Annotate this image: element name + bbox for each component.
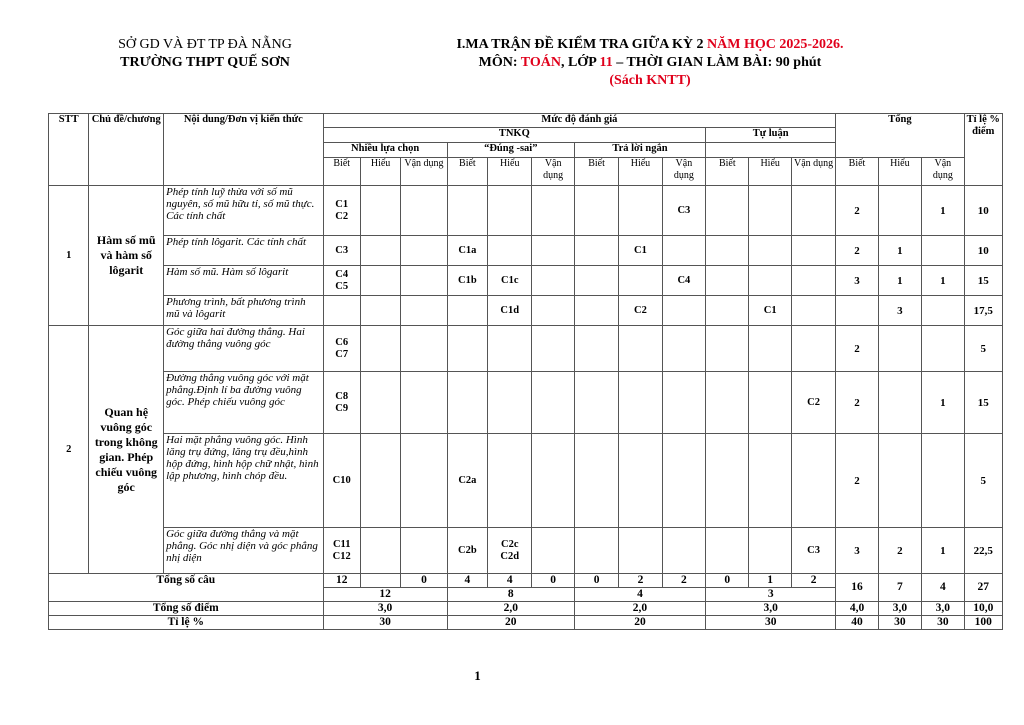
exam-title-block — [380, 36, 920, 90]
matrix-cell — [922, 326, 964, 372]
col-level-biet: Biết — [574, 158, 618, 186]
matrix-cell — [922, 236, 964, 266]
matrix-cell — [749, 434, 791, 528]
table-header — [49, 114, 1003, 186]
matrix-cell — [749, 372, 791, 434]
matrix-cell — [706, 186, 749, 236]
col-level-vd: Vận dụng — [791, 158, 835, 186]
summary-questions-group-cell: 8 — [447, 588, 574, 602]
summary-ratio-cell: 30 — [922, 616, 964, 630]
matrix-cell: 1 — [922, 372, 964, 434]
ratio-cell: 10 — [964, 236, 1002, 266]
summary-row-questions — [49, 574, 1003, 588]
matrix-cell — [836, 296, 878, 326]
matrix-cell — [662, 528, 705, 574]
matrix-cell — [488, 236, 532, 266]
matrix-cell — [488, 372, 532, 434]
summary-ratio-cell: 20 — [574, 616, 705, 630]
summary-questions-cell: 2 — [619, 574, 662, 588]
col-essay-blank — [706, 143, 836, 158]
summary-ratio-cell: 30 — [706, 616, 836, 630]
matrix-cell: 2 — [836, 186, 878, 236]
summary-questions-group-cell: 3 — [706, 588, 836, 602]
matrix-cell — [878, 372, 921, 434]
grade-number: 11 — [599, 55, 613, 70]
matrix-cell: 3 — [836, 528, 878, 574]
subject-label: MÔN: — [478, 55, 521, 70]
matrix-cell — [447, 372, 487, 434]
matrix-cell — [360, 236, 400, 266]
matrix-cell: 1 — [922, 186, 964, 236]
col-level-hieu: Hiểu — [878, 158, 921, 186]
summary-points-cell: 2,0 — [574, 602, 705, 616]
col-true-false: “Đúng -sai” — [447, 143, 574, 158]
col-level-biet: Biết — [447, 158, 487, 186]
summary-questions-cell: 4 — [922, 574, 964, 602]
col-level-hieu: Hiểu — [488, 158, 532, 186]
matrix-cell: C1 — [619, 236, 662, 266]
matrix-cell: C1d — [488, 296, 532, 326]
col-level-hieu: Hiểu — [749, 158, 791, 186]
matrix-cell — [749, 236, 791, 266]
row-content: Góc giữa đường thẳng và mặt phẳng. Góc nhị diện và góc phẳng nhị diện — [164, 528, 323, 574]
matrix-cell — [619, 372, 662, 434]
summary-questions-cell: 4 — [488, 574, 532, 588]
col-content: Nội dung/Đơn vị kiến thức — [164, 114, 323, 186]
summary-questions-cell: 0 — [532, 574, 574, 588]
summary-ratio-cell: 20 — [447, 616, 574, 630]
matrix-cell — [532, 266, 574, 296]
matrix-cell — [488, 434, 532, 528]
department-name: SỞ GD VÀ ĐT TP ĐÀ NẴNG — [118, 37, 292, 52]
matrix-cell — [532, 296, 574, 326]
summary-row-ratio — [49, 616, 1003, 630]
exam-title-text: I.MA TRẬN ĐỀ KIỂM TRA GIỮA KỲ 2 — [456, 37, 708, 52]
matrix-cell — [401, 372, 447, 434]
ratio-cell: 5 — [964, 434, 1002, 528]
matrix-cell — [922, 296, 964, 326]
matrix-cell — [791, 326, 835, 372]
matrix-cell — [574, 266, 618, 296]
ratio-cell: 15 — [964, 372, 1002, 434]
matrix-cell: 2 — [836, 236, 878, 266]
col-total: Tổng — [836, 114, 964, 158]
matrix-cell — [532, 528, 574, 574]
school-year: NĂM HỌC 2025-2026. — [707, 37, 844, 52]
summary-points-cell: 10,0 — [964, 602, 1002, 616]
matrix-cell: C1c — [488, 266, 532, 296]
school-name: TRƯỜNG THPT QUẾ SƠN — [120, 55, 290, 70]
matrix-cell — [574, 326, 618, 372]
col-level-biet: Biết — [706, 158, 749, 186]
summary-questions-cell: 2 — [662, 574, 705, 588]
matrix-cell — [360, 326, 400, 372]
matrix-cell — [749, 326, 791, 372]
ratio-cell: 17,5 — [964, 296, 1002, 326]
matrix-cell — [749, 528, 791, 574]
summary-questions-cell: 2 — [791, 574, 835, 588]
textbook-label: (Sách KNTT) — [609, 73, 691, 88]
matrix-cell — [401, 236, 447, 266]
row-stt: 1 — [49, 186, 89, 326]
ratio-cell: 15 — [964, 266, 1002, 296]
matrix-cell — [574, 528, 618, 574]
matrix-cell: C2c C2d — [488, 528, 532, 574]
matrix-cell: C6 C7 — [323, 326, 360, 372]
matrix-cell — [791, 296, 835, 326]
matrix-cell — [488, 326, 532, 372]
col-stt: STT — [49, 114, 89, 186]
col-level-vd: Vận dụng — [922, 158, 964, 186]
matrix-cell: C4 C5 — [323, 266, 360, 296]
matrix-cell — [401, 296, 447, 326]
matrix-cell: 2 — [878, 528, 921, 574]
matrix-cell — [447, 296, 487, 326]
matrix-cell — [532, 372, 574, 434]
matrix-cell — [401, 326, 447, 372]
row-content: Phương trình, bất phương trình mũ và lôgarit — [164, 296, 323, 326]
matrix-cell — [401, 186, 447, 236]
summary-points-cell: 3,0 — [323, 602, 447, 616]
summary-questions-cell: 7 — [878, 574, 921, 602]
matrix-cell — [401, 434, 447, 528]
matrix-cell: 1 — [922, 266, 964, 296]
ratio-cell: 22,5 — [964, 528, 1002, 574]
matrix-cell: 1 — [878, 266, 921, 296]
summary-ratio-cell: 30 — [323, 616, 447, 630]
summary-questions-cell: 0 — [401, 574, 447, 588]
exam-subject — [380, 54, 920, 72]
col-level-vd: Vận dụng — [662, 158, 705, 186]
matrix-cell — [878, 186, 921, 236]
matrix-cell: C3 — [323, 236, 360, 266]
matrix-cell — [447, 186, 487, 236]
ratio-cell: 5 — [964, 326, 1002, 372]
col-ratio: Tỉ lệ % điểm — [964, 114, 1002, 186]
summary-questions-cell: 16 — [836, 574, 878, 602]
matrix-cell: C3 — [791, 528, 835, 574]
matrix-cell — [532, 326, 574, 372]
summary-points-cell: 3,0 — [706, 602, 836, 616]
matrix-cell — [706, 434, 749, 528]
grade-label: , LỚP — [560, 55, 600, 70]
subject-name: TOÁN — [520, 55, 561, 70]
matrix-cell: C3 — [662, 186, 705, 236]
page-number: 1 — [474, 668, 481, 683]
row-content: Góc giữa hai đường thẳng. Hai đường thẳng vuông góc — [164, 326, 323, 372]
matrix-cell: C1b — [447, 266, 487, 296]
exam-title — [380, 36, 920, 54]
summary-questions-cell: 0 — [706, 574, 749, 588]
summary-questions-group-cell: 4 — [574, 588, 705, 602]
summary-row-points — [49, 602, 1003, 616]
col-level-biet: Biết — [836, 158, 878, 186]
col-tuluan: Tự luận — [706, 128, 836, 143]
exam-duration: – THỜI GIAN LÀM BÀI: 90 phút — [612, 55, 822, 70]
matrix-cell — [360, 186, 400, 236]
col-level: Mức độ đánh giá — [323, 114, 836, 128]
summary-points-label: Tổng số điểm — [49, 602, 324, 616]
table-row — [49, 186, 1003, 236]
matrix-cell: 2 — [836, 326, 878, 372]
col-multiple-choice: Nhiều lựa chọn — [323, 143, 447, 158]
summary-questions-cell — [360, 574, 400, 588]
matrix-cell — [706, 372, 749, 434]
matrix-cell — [574, 236, 618, 266]
matrix-cell — [401, 266, 447, 296]
matrix-cell: 3 — [836, 266, 878, 296]
matrix-cell — [323, 296, 360, 326]
matrix-cell — [749, 266, 791, 296]
summary-questions-cell: 12 — [323, 574, 360, 588]
matrix-cell — [662, 296, 705, 326]
matrix-cell — [488, 186, 532, 236]
matrix-cell — [619, 434, 662, 528]
matrix-cell — [619, 266, 662, 296]
matrix-cell: 1 — [878, 236, 921, 266]
matrix-cell — [706, 236, 749, 266]
table-body — [49, 186, 1003, 630]
matrix-cell — [706, 266, 749, 296]
matrix-cell — [791, 186, 835, 236]
matrix-cell — [662, 236, 705, 266]
summary-questions-cell: 4 — [447, 574, 487, 588]
matrix-cell: C2b — [447, 528, 487, 574]
matrix-cell — [791, 236, 835, 266]
matrix-cell — [574, 296, 618, 326]
row-topic: Quan hệ vuông góc trong không gian. Phép chiếu vuông góc — [89, 326, 164, 574]
matrix-cell — [662, 372, 705, 434]
summary-points-cell: 2,0 — [447, 602, 574, 616]
matrix-cell: C2 — [619, 296, 662, 326]
matrix-cell — [532, 186, 574, 236]
summary-questions-group-cell: 12 — [323, 588, 447, 602]
matrix-cell — [360, 266, 400, 296]
matrix-cell — [360, 296, 400, 326]
exam-matrix-table — [48, 113, 1003, 630]
summary-questions-cell: 27 — [964, 574, 1002, 602]
table-row — [49, 372, 1003, 434]
col-tnkq: TNKQ — [323, 128, 706, 143]
col-topic: Chủ đề/chương — [89, 114, 164, 186]
matrix-cell: C2 — [791, 372, 835, 434]
matrix-cell: 2 — [836, 434, 878, 528]
summary-questions-label: Tổng số câu — [49, 574, 324, 602]
matrix-cell — [401, 528, 447, 574]
row-content: Hai mặt phẳng vuông góc. Hình lăng trụ đứng, lăng trụ đều,hình hộp đứng, hình hộp chữ nhật, hình lập phương, hình chóp đều. — [164, 434, 323, 528]
row-topic: Hàm số mũ và hàm số lôgarit — [89, 186, 164, 326]
matrix-cell — [706, 326, 749, 372]
matrix-cell — [532, 434, 574, 528]
matrix-cell: C11 C12 — [323, 528, 360, 574]
matrix-cell: C4 — [662, 266, 705, 296]
matrix-cell — [706, 296, 749, 326]
matrix-cell: C1 — [749, 296, 791, 326]
matrix-cell — [574, 434, 618, 528]
matrix-cell: 3 — [878, 296, 921, 326]
matrix-cell — [574, 372, 618, 434]
matrix-cell — [619, 186, 662, 236]
matrix-cell — [662, 434, 705, 528]
matrix-cell — [532, 236, 574, 266]
summary-questions-cell: 1 — [749, 574, 791, 588]
matrix-cell: C1 C2 — [323, 186, 360, 236]
row-content: Phép tính lôgarit. Các tính chất — [164, 236, 323, 266]
matrix-cell — [878, 326, 921, 372]
col-level-biet: Biết — [323, 158, 360, 186]
summary-ratio-label: Tỉ lệ % — [49, 616, 324, 630]
matrix-cell — [574, 186, 618, 236]
matrix-cell — [619, 326, 662, 372]
matrix-cell — [360, 528, 400, 574]
table-row — [49, 528, 1003, 574]
row-content: Phép tính luỹ thừa với số mũ nguyên, số mũ hữu tỉ, số mũ thực. Các tính chất — [164, 186, 323, 236]
matrix-cell — [749, 186, 791, 236]
matrix-cell — [360, 434, 400, 528]
row-content: Hàm số mũ. Hàm số lôgarit — [164, 266, 323, 296]
summary-questions-cell: 0 — [574, 574, 618, 588]
matrix-cell — [791, 434, 835, 528]
matrix-cell — [447, 326, 487, 372]
matrix-cell — [922, 434, 964, 528]
matrix-cell — [878, 434, 921, 528]
matrix-cell: C8 C9 — [323, 372, 360, 434]
school-header — [80, 36, 330, 72]
table-row — [49, 326, 1003, 372]
ratio-cell: 10 — [964, 186, 1002, 236]
summary-ratio-cell: 100 — [964, 616, 1002, 630]
summary-ratio-cell: 40 — [836, 616, 878, 630]
summary-points-cell: 3,0 — [922, 602, 964, 616]
col-level-hieu: Hiểu — [619, 158, 662, 186]
summary-points-cell: 3,0 — [878, 602, 921, 616]
matrix-cell — [662, 326, 705, 372]
table-row — [49, 296, 1003, 326]
col-level-vd: Vận dụng — [401, 158, 447, 186]
matrix-cell: C2a — [447, 434, 487, 528]
row-stt: 2 — [49, 326, 89, 574]
matrix-cell — [706, 528, 749, 574]
matrix-cell — [360, 372, 400, 434]
col-level-vd: Vận dụng — [532, 158, 574, 186]
table-row — [49, 266, 1003, 296]
matrix-cell: 2 — [836, 372, 878, 434]
matrix-cell: C1a — [447, 236, 487, 266]
matrix-cell: 1 — [922, 528, 964, 574]
col-short-answer: Trả lời ngắn — [574, 143, 705, 158]
matrix-cell — [791, 266, 835, 296]
row-content: Đường thẳng vuông góc với mặt phẳng.Định lí ba đường vuông góc. Phép chiếu vuông góc — [164, 372, 323, 434]
matrix-cell — [619, 528, 662, 574]
summary-points-cell: 4,0 — [836, 602, 878, 616]
col-level-hieu: Hiểu — [360, 158, 400, 186]
matrix-cell: C10 — [323, 434, 360, 528]
summary-ratio-cell: 30 — [878, 616, 921, 630]
table-row — [49, 236, 1003, 266]
table-row — [49, 434, 1003, 528]
